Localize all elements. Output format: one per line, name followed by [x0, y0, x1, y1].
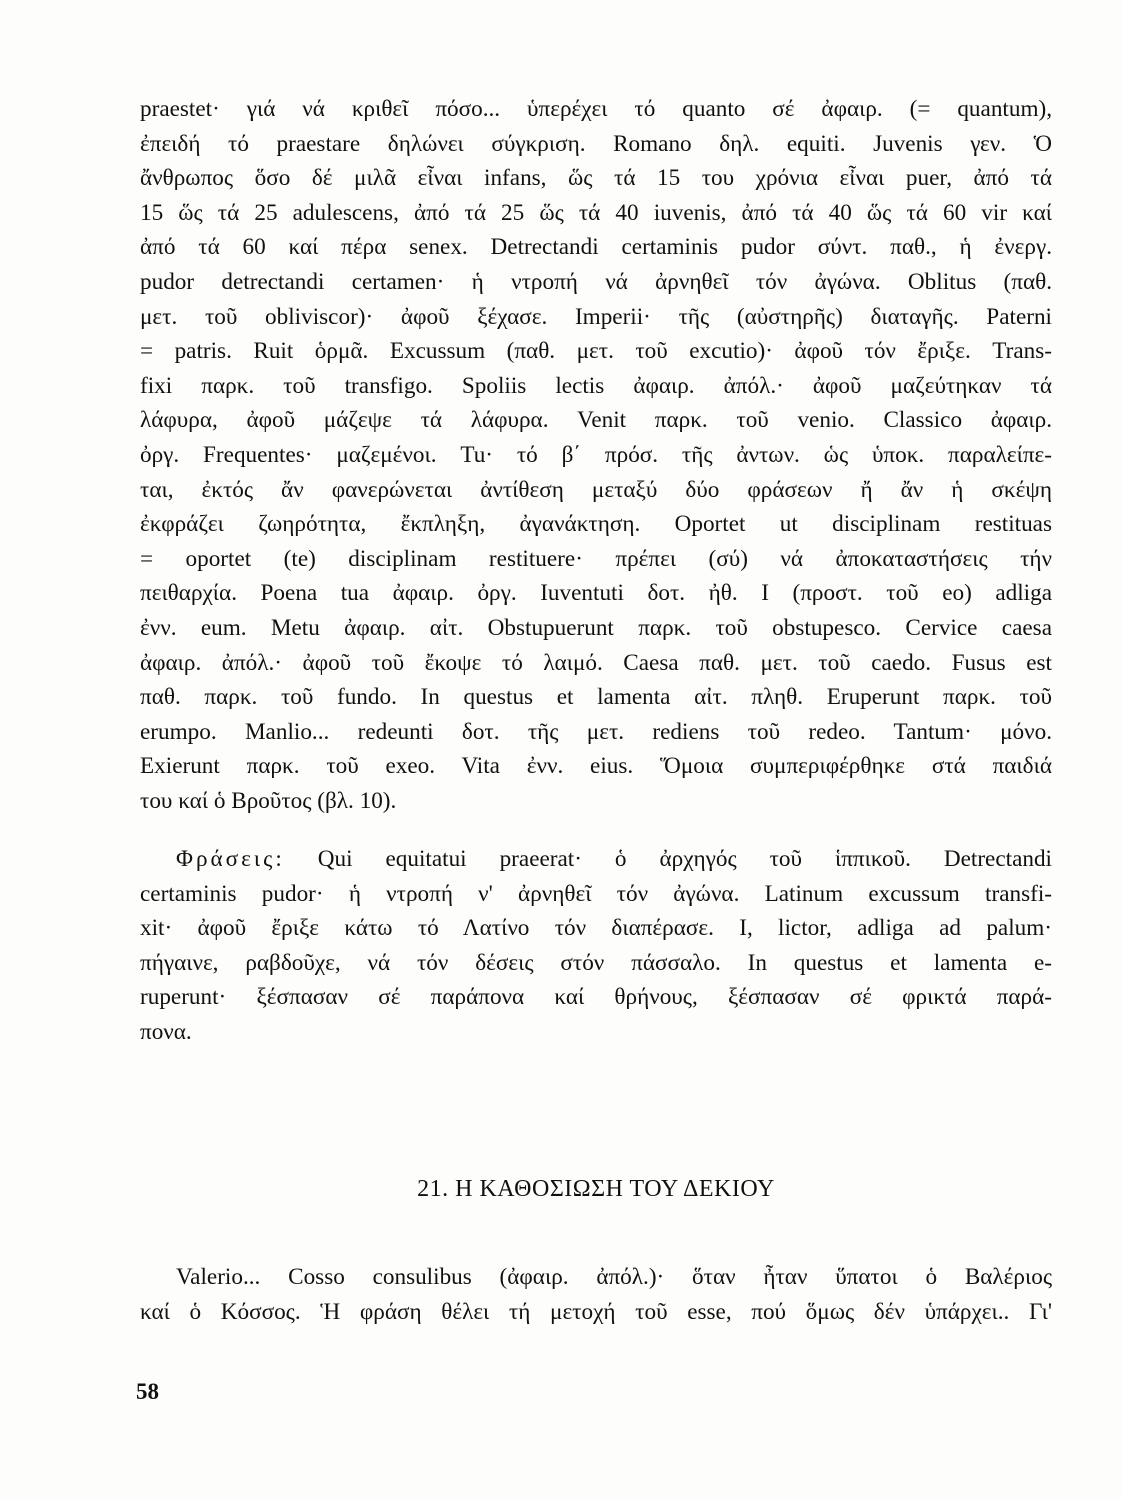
commentary-line: ται, ἐκτός ἄν φανερώνεται ἀντίθεση μεταξύ δύο φράσεων ἤ ἄν ἡ σκέψη — [140, 476, 1052, 503]
commentary-line: του καί ὁ Βροῦτος (βλ. 10). — [140, 787, 397, 814]
section-heading: 21. Η ΚΑΘΟΣΙΩΣΗ ΤΟΥ ΔΕΚΙΟΥ — [417, 1176, 775, 1202]
commentary-line: παθ. παρκ. τοῦ fundo. In questus et lamenta αἰτ. πληθ. Eruperunt παρκ. τοῦ — [140, 684, 1052, 711]
commentary-line: ἀπό τά 60 καί πέρα senex. Detrectandi certaminis pudor σύντ. παθ., ἡ ἐνεργ. — [140, 234, 1052, 261]
commentary-line: = patris. Ruit ὁρμᾶ. Excussum (παθ. μετ. τοῦ excutio)· ἀφοῦ τόν ἔριξε. Trans- — [140, 338, 1052, 365]
commentary-line: ἐκφράζει ζωηρότητα, ἔκπληξη, ἀγανάκτηση. Oportet ut disciplinam restituas — [140, 511, 1052, 538]
section-paragraph — [140, 1260, 1052, 1329]
section-line: καί ὁ Κόσσος. Ἡ φράση θέλει τή μετοχή τοῦ esse, πού ὅμως δέν ὑπάρχει.. Γι' — [140, 1298, 1052, 1325]
commentary-line: ἐνν. eum. Metu ἀφαιρ. αἰτ. Obstupuerunt παρκ. τοῦ obstupesco. Cervice caesa — [140, 614, 1052, 641]
phrases-paragraph — [140, 842, 1052, 1050]
commentary-line: μετ. τοῦ obliviscor)· ἀφοῦ ξέχασε. Imperii· τῆς (αὐστηρῆς) διαταγῆς. Paterni — [140, 303, 1052, 330]
commentary-line: praestet· γιά νά κριθεῖ πόσο... ὑπερέχει τό quanto σέ ἀφαιρ. (= quantum), — [140, 96, 1052, 122]
commentary-line: ὀργ. Frequentes· μαζεμένοι. Tu· τό β΄ πρόσ. τῆς ἀντων. ὡς ὑποκ. παραλείπε- — [140, 441, 1052, 468]
commentary-line: fixi παρκ. τοῦ transfigo. Spoliis lectis ἀφαιρ. ἀπόλ.· ἀφοῦ μαζεύτηκαν τά — [140, 372, 1052, 399]
commentary-line: πειθαρχία. Poena tua ἀφαιρ. ὀργ. Iuventuti δοτ. ἠθ. I (προστ. τοῦ eo) adliga — [140, 580, 1052, 607]
commentary-line: ἄνθρωπος ὅσο δέ μιλᾶ εἶναι infans, ὥς τά 15 του χρόνια εἶναι puer, ἀπό τά — [140, 165, 1052, 192]
commentary-line: erumpo. Manlio... redeunti δοτ. τῆς μετ. rediens τοῦ redeo. Tantum· μόνο. — [140, 718, 1052, 745]
phrases-label: Φράσεις: — [176, 846, 285, 872]
phrases-line: certaminis pudor· ἡ ντροπή ν' ἀρνηθεῖ τόν ἀγώνα. Latinum excussum transfi- — [140, 880, 1052, 907]
phrases-first-line-text: Qui equitatui praeerat· ὁ ἀρχηγός τοῦ ἱππικοῦ. Detrectandi — [317, 846, 1053, 872]
commentary-line: 15 ὥς τά 25 adulescens, ἀπό τά 25 ὥς τά 40 iuvenis, ἀπό τά 40 ὥς τά 60 vir καί — [140, 199, 1052, 226]
commentary-line: ἐπειδή τό praestare δηλώνει σύγκριση. Romano δηλ. equiti. Juvenis γεν. Ὁ — [140, 130, 1052, 157]
commentary-line: λάφυρα, ἀφοῦ μάζεψε τά λάφυρα. Venit παρκ. τοῦ venio. Classico ἀφαιρ. — [140, 407, 1052, 434]
phrases-line: πήγαινε, ραβδοῦχε, νά τόν δέσεις στόν πάσσαλο. In questus et lamenta e- — [140, 949, 1052, 976]
page-number: 58 — [136, 1379, 159, 1404]
phrases-line: ruperunt· ξέσπασαν σέ παράπονα καί θρήνους, ξέσπασαν σέ φρικτά παρά- — [140, 984, 1052, 1011]
section-line: Valerio... Cosso consulibus (ἀφαιρ. ἀπόλ.)· ὅταν ἦταν ὕπατοι ὁ Βαλέριος — [176, 1264, 1052, 1290]
phrases-first-line — [140, 842, 1052, 877]
commentary-line: pudor detrectandi certamen· ἡ ντροπή νά ἀρνηθεῖ τόν ἀγώνα. Oblitus (παθ. — [140, 268, 1052, 295]
commentary-paragraph — [140, 92, 1052, 818]
commentary-line: Exierunt παρκ. τοῦ exeo. Vita ἐνν. eius. Ὅμοια συμπεριφέρθηκε στά παιδιά — [140, 753, 1052, 780]
phrases-line: πονα. — [140, 1018, 192, 1045]
commentary-line: = oportet (te) disciplinam restituere· πρέπει (σύ) νά ἀποκαταστήσεις τήν — [140, 545, 1052, 572]
commentary-line: ἀφαιρ. ἀπόλ.· ἀφοῦ τοῦ ἔκοψε τό λαιμό. Caesa παθ. μετ. τοῦ caedo. Fusus est — [140, 649, 1052, 676]
phrases-line: xit· ἀφοῦ ἔριξε κάτω τό Λατίνο τόν διαπέρασε. I, lictor, adliga ad palum· — [140, 915, 1052, 942]
